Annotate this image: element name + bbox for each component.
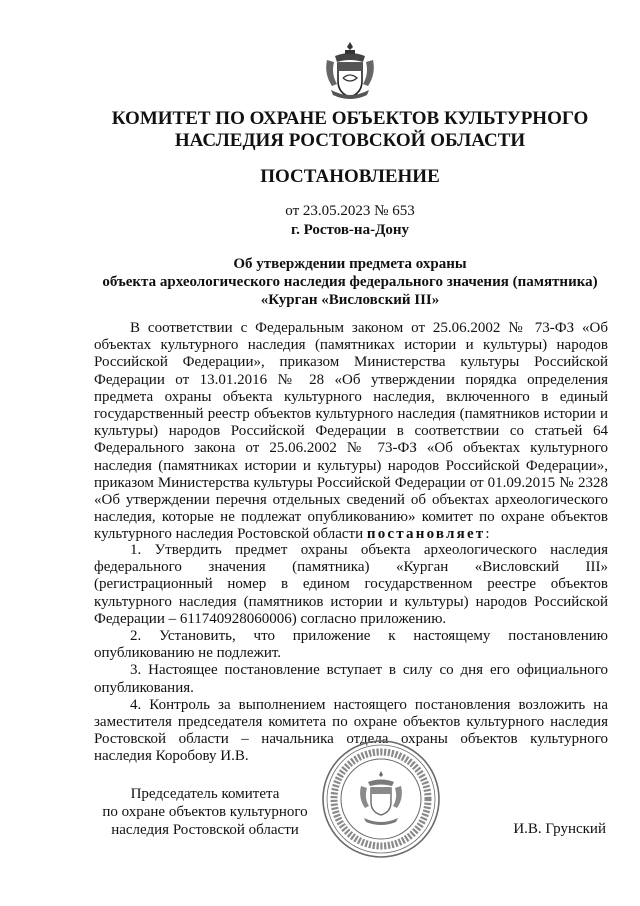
preamble-text: В соответствии с Федеральным законом от 25.06.2002 № 73-ФЗ «Об объектах культурного наследия (памятниках истории и культуры) народов Российской Федерации», приказом Министерства культуры Российской Федерации от 13.01.2016 № 28 «Об утверждении порядка определения предмета охраны объекта культурного наследия, включенного в единый государственный реестр объектов культурного наследия (памятников истории и культуры) народов Российской Федерации в соответствии со статьей 64 Федерального закона от 25.06.2002 № 73-ФЗ «Об объектах культурного наследия (памятниках истории и культуры) народов Российской Федерации», приказом Министерства культуры Российской Федерации от 01.09.2015 № 2328 «Об утверждении перечня отдельных сведений об объектах археологического наследия, которые не подлежат опубликованию» комитет по охране объектов культурного наследия Ростовской области xyxy=(94,320,608,543)
signatory-position xyxy=(96,785,314,839)
committee-name-line-2: НАСЛЕДИЯ РОСТОВСКОЙ ОБЛАСТИ xyxy=(174,130,526,151)
point-3: 3. Настоящее постановление вступает в силу со дня его официального опубликования. xyxy=(94,662,608,696)
committee-name-line-1: КОМИТЕТ ПО ОХРАНЕ ОБЪЕКТОВ КУЛЬТУРНОГО xyxy=(111,108,589,129)
coat-of-arms-icon xyxy=(323,40,377,104)
title-line-1: Об утверждении предмета охраны xyxy=(233,256,467,272)
signatory-name: И.В. Грунский xyxy=(513,821,606,837)
document-date-number: от 23.05.2023 № 653 xyxy=(285,203,415,219)
signatory-position-line-1: Председатель комитета xyxy=(130,786,280,802)
resolves-word: постановляет xyxy=(366,526,486,543)
title-line-2: объекта археологического наследия федерального значения (памятника) xyxy=(102,274,598,290)
point-4: 4. Контроль за выполнением настоящего постановления возложить на заместителя председателя комитета по охране объектов культурного наследия Ростовской области – начальника отдела охраны объектов культурного наследия Коробову И.В. xyxy=(94,696,608,765)
signatory-position-line-3: наследия Ростовской области xyxy=(111,822,299,838)
preamble-colon: : xyxy=(485,526,490,543)
document-city: г. Ростов-на-Дону xyxy=(290,222,410,238)
title-line-3: «Курган «Висловский III» xyxy=(260,292,440,308)
document-title xyxy=(80,255,620,309)
preamble-paragraph xyxy=(94,320,608,544)
official-seal-icon xyxy=(320,738,442,860)
point-2: 2. Установить, что приложение к настоящему постановлению опубликованию не подлежит. xyxy=(94,628,608,662)
signatory-position-line-2: по охране объектов культурного xyxy=(102,804,308,820)
resolution-points xyxy=(94,542,608,766)
document-type: ПОСТАНОВЛЕНИЕ xyxy=(260,166,440,187)
point-1: 1. Утвердить предмет охраны объекта археологического наследия федерального значения (памятника) «Курган «Висловский III» (регистрационный номер в едином государственном реестре объектов культурного наследия (памятников истории и культуры) народов Российской Федерации – 611740928060006) согласно приложению. xyxy=(94,542,608,627)
